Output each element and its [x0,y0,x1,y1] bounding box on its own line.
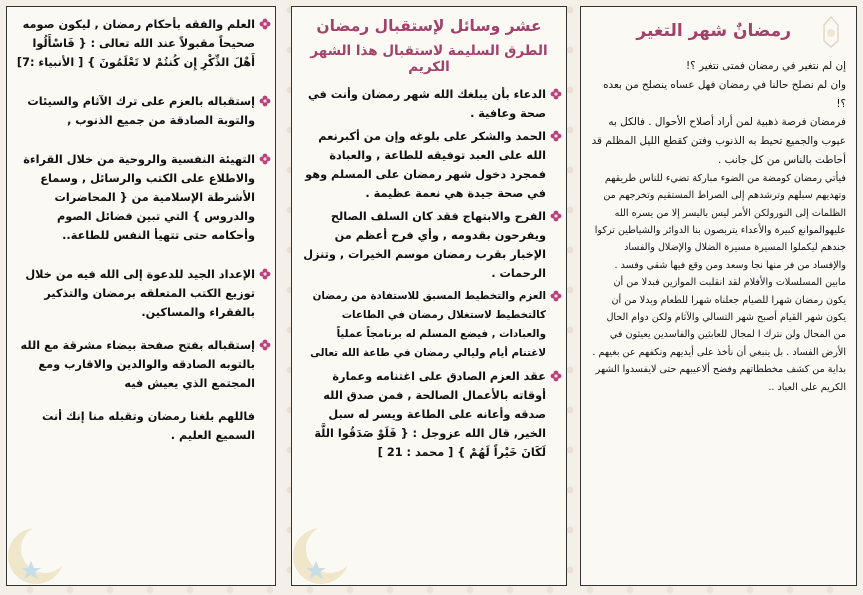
right-panel [580,6,857,586]
left-panel [6,6,276,586]
middle-panel [291,6,567,586]
list-item [300,127,560,203]
list-item-text: الفرح والابتهاج فقد كان السلف الصالح ويفرحون بقدومه , وأي فرح أعظم من الإخبار بقرب رمضان موسم الخيرات , وتنزل الرحمات . [303,210,546,280]
flower-bullet-icon [550,88,562,100]
panel-subtitle: الطرق السليمة لاستقبال هذا الشهر الكريم [310,43,548,75]
closing-prayer [15,407,269,445]
closing-text: فاللهم بلغنا رمضان وتقبله منا إنك أنت السميع العليم . [41,410,255,442]
list-item-text: إستقباله بفتح صفحة بيضاء مشرقة مع الله بالتوبه الصادقه والوالدين والاقارب ومع المجتمع الذي يعيش فيه [20,339,255,390]
list-item [300,367,560,462]
crescent-moon-icon [6,521,71,586]
panel-title: عشر وسائل لإستقبال رمضان [316,17,542,35]
paragraph: وان لم نصلح حالنا في رمضان فهل عساه ينصلح من بعده ؟! [603,78,846,110]
list-item [300,207,560,283]
list-item [15,92,269,130]
list-item [15,336,269,393]
list-item [300,85,560,123]
list-item [15,150,269,245]
flower-bullet-icon [259,339,271,351]
list-item [15,265,269,322]
flower-bullet-icon [259,95,271,107]
flower-bullet-icon [259,18,271,30]
crescent-moon-icon [291,521,356,586]
paragraph: إن لم نتغير في رمضان فمتى نتغير ؟! [685,60,846,72]
list-item-text: التهيئة النفسية والروحية من خلال القراءة والاطلاع على الكتب والرسائل , وسماع الأشرطة الإسلامية من { المحاضرات والدروس } التي تبين فضائل الصوم وأحكامه حتى تتهيأ النفس للطاعة.. [23,153,255,242]
list-item-text: العلم والفقه بأحكام رمضان , ليكون صومه صحيحاً مقبولاً عند الله تعالى : { فَاسْأَلُوا أَهْلَ الذِّكْرِ إِن كُنتُمْ لا تَعْلَمُونَ } [ الأنبياء :7] [16,18,255,69]
lantern-ornament-icon [816,15,846,49]
paragraph: فرمضان فرصة ذهبية لمن أراد أصلاح الأحوال . فالكل به عيوب والجميع تحيط به الذنوب وفتن كقطع الليل المظلم قد أحاطت بالناس من كل جانب . [591,116,846,166]
panel-title: رمضانٌ شهر التغير [636,21,791,41]
flower-bullet-icon [259,153,271,165]
list-item-text: إستقباله بالعزم على ترك الآثام والسيئات والتوبة الصادقة من جميع الذنوب , [27,95,255,127]
list-item-text: الحمد والشكر على بلوغه وإن من أكبرنعم الله على العبد توفيقه للطاعة , والعبادة فمجرد دخول شهر رمضان على المسلم وهو في صحة جيدة هي نعمة عظيمة . [305,130,546,200]
flower-bullet-icon [550,130,562,142]
list-item [15,15,269,72]
list-item-text: الإعداد الجيد للدعوة إلى الله فيه من خلال توزيع الكتب المتعلقه برمضان والتذكير بالفقراء والمساكين. [25,268,255,319]
list-item-text: عقد العزم الصادق على اغتنامه وعمارة أوقاته بالأعمال الصالحة , فمن صدق الله صدقه وأعانه على الطاعة ويسر له سبل الخير, قال الله عزوجل : { فَلَوْ صَدَقُوا اللَّهَ لَكَانَ خَيْراً لَهُمْ } [ محمد : 21 ] [314,370,546,459]
list-item-text: الدعاء بأن يبلغك الله شهر رمضان وأنت في صحة وعافية . [308,88,546,120]
flower-bullet-icon [259,268,271,280]
list-item-text: العزم والتخطيط المسبق للاستفادة من رمضان كالتخطيط لاستغلال رمضان في الطاعات والعبادات , فيضع المسلم له برنامجاً عملياً لاغتنام أيام وليالي رمضان في طاعة الله تعالى [310,290,546,359]
flower-bullet-icon [550,290,562,302]
flower-bullet-icon [550,210,562,222]
list-item [300,287,560,363]
paragraph: فيأتي رمضان كومضة من الضوء مباركة تضيء للناس طريقهم وتهديهم سبلهم وترشدهم إلى الصراط المستقيم وتخرجهم من الظلمات إلى النورولكن الأمر ليس باليسر إلا من يسره الله عليهوالموانع كبيرة والأعداء يتربصون بنا الدوائر والشياطين تركوا جندهم ليكملوا المسيرة مسيرة الضلال والإضلال والفساد والإفساد من فر منها نجا وسعد ومن وقع فيها شقي وفسد . مابين المسلسلات والأفلام لقد انقلبت الموازين فبدلا من أن يكون رمضان شهرا للصيام جعلناه شهرا للطعام وبدلا من أن يكون شهر القيام أصبح شهر التسالي والآثام ولكن دوام الحال من المحال ولن نترك ا لمجال للعابثين والفاسدين يعيثون في الأرض الفساد . بل ينبغي أن نأخذ على أيديهم ونكفهم عن بغيهم . بداية من كشف مخططاتهم وفضح ألاعيبهم حتى لايفسدوا الشهر الكريم على العباد .. [592,172,846,393]
flower-bullet-icon [550,370,562,382]
